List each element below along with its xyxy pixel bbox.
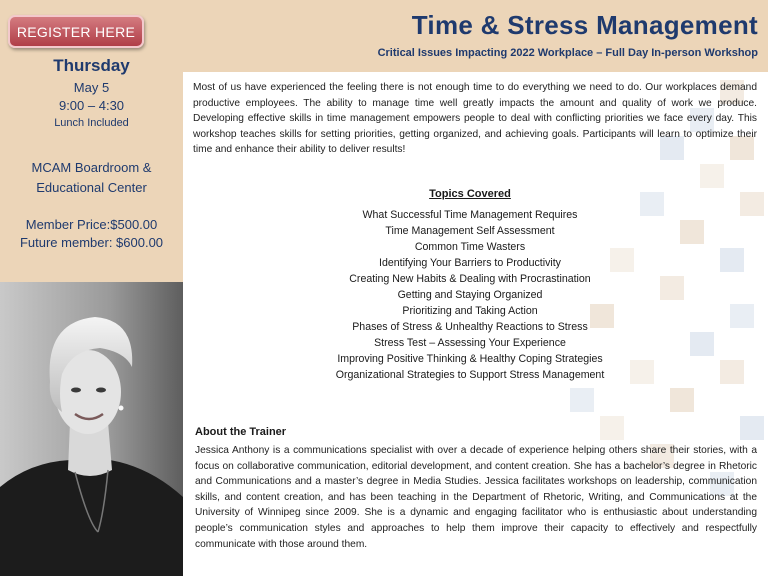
venue-line: MCAM Boardroom & <box>31 160 152 175</box>
topic-item: Organizational Strategies to Support Stress Management <box>335 369 605 381</box>
event-day: Thursday <box>53 56 130 75</box>
event-venue <box>0 158 183 198</box>
event-date: May 5 <box>73 80 110 95</box>
member-price: Member Price:$500.00 <box>25 217 158 232</box>
page-subtitle: Critical Issues Impacting 2022 Workplace – Full Day In-person Workshop <box>377 47 758 59</box>
topic-item: Stress Test – Assessing Your Experience <box>374 337 566 349</box>
topic-item: Improving Positive Thinking & Healthy Coping Strategies <box>337 353 603 365</box>
mosaic-tile <box>740 416 764 440</box>
event-time: 9:00 – 4:30 <box>58 98 125 113</box>
register-button[interactable]: REGISTER HERE <box>8 15 144 48</box>
topic-item: Creating New Habits & Dealing with Procrastination <box>349 273 591 285</box>
topic-item: Common Time Wasters <box>414 241 526 253</box>
topic-item: Identifying Your Barriers to Productivity <box>379 257 561 269</box>
trainer-photo <box>0 282 183 576</box>
topic-item: Time Management Self Assessment <box>385 225 555 237</box>
intro-paragraph: Most of us have experienced the feeling there is not enough time to do everything we need to do. Our workplaces demand productive employees. The ability to manage time well greatly impacts the amount and quality of work we produce. Developing effective skills in time management empowers people to deal with conflicting priorities we face every day. This workshop teaches skills for setting priorities, getting organized, and achieving goals. Participants will learn to optimize their time and enhance their ability to deliver results! <box>193 82 757 156</box>
mosaic-tile <box>600 416 624 440</box>
trainer-bio: Jessica Anthony is a communications specialist with over a decade of experience helping others share their stories, with a focus on collaborative communication, editorial development, and content creation. She has a bachelor’s degree in Rhetoric and Communications and a master’s degree in Media Studies. Jessica facilitates workshops on leadership, communication skills, and content creation, and has been teaching in the Department of Rhetoric, Writing, and Communications at the University of Winnipeg since 2009. She is a dynamic and engaging facilitator who is enthusiastic about understanding people’s communication styles and approaches to help them improve their capacity to effectively and respectfully communicate with those around them. <box>195 445 757 550</box>
lunch-note: Lunch Included <box>54 117 129 129</box>
topic-item: Getting and Staying Organized <box>397 289 543 301</box>
trainer-heading: About the Trainer <box>195 426 287 438</box>
mosaic-tile <box>670 388 694 412</box>
future-member-price: Future member: $600.00 <box>19 235 164 250</box>
venue-line: Educational Center <box>36 180 147 195</box>
mosaic-tile <box>700 164 724 188</box>
topic-item: Prioritizing and Taking Action <box>402 305 538 317</box>
topics-heading: Topics Covered <box>429 188 511 200</box>
topic-item: Phases of Stress & Unhealthy Reactions to Stress <box>352 321 588 333</box>
header-band <box>183 0 768 72</box>
event-info-panel <box>0 0 183 282</box>
topics-list <box>193 207 747 383</box>
mosaic-tile <box>570 388 594 412</box>
page-title: Time & Stress Management <box>411 10 758 40</box>
trainer-portrait-icon <box>0 282 183 576</box>
topic-item: What Successful Time Management Requires <box>362 209 578 221</box>
